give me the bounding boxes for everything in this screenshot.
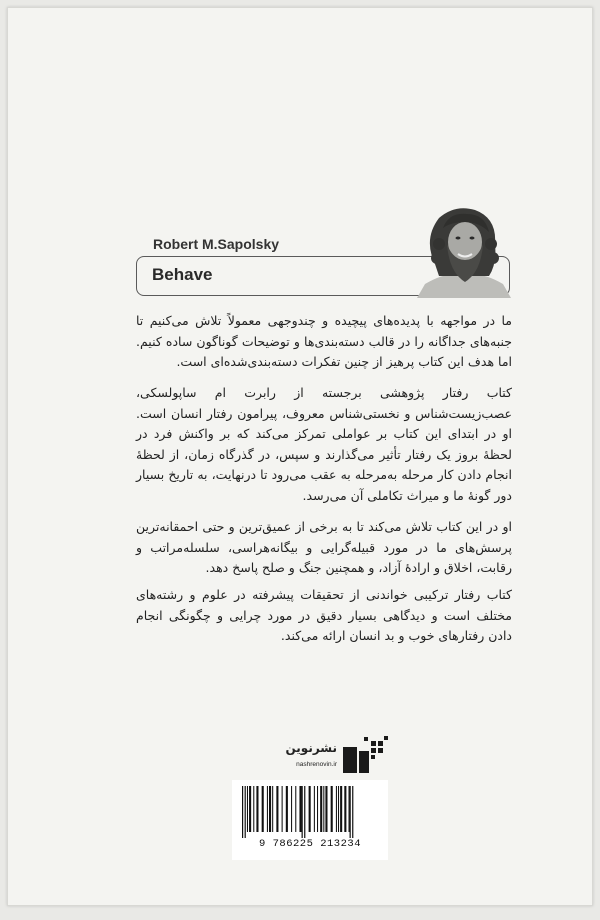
blurb-paragraph-4: کتاب رفتار ترکیبی خواندنی از تحقیقات پیشرفته در علوم و رشته‌های مختلف است و دیدگاهی بسیار دقیق در مورد چرایی و چگونگی انجام دادن رفتارهای خوب و بد انسان ارائه می‌کند. [136,587,512,643]
barcode-bar [286,786,288,832]
blurb-paragraph-2: کتاب رفتار پژوهشی برجسته از رابرت ام ساپولسکی، عصب‌زیست‌شناس و نخستی‌شناس معروف، پیرامون رفتار انسان است. او در ابتدای این کتاب بر عواملی تمرکز می‌کند که بر واکنش فرد در لحظهٔ بروز یک رفتار تأثیر می‌گذارند و سپس، در گذرگاه زمان، از لحظهٔ انجام دادن کار مرحله به‌مرحله به عقب می‌رود تا درنهایت، به تاریخ بسیار دور گونهٔ ما و میراث تکاملی آن می‌رسد. [136,385,512,503]
barcode-bar [349,786,350,832]
barcode-bar [323,786,324,832]
barcode-bar [247,786,248,832]
book-title: Behave [152,265,213,284]
author-photo [415,204,511,298]
barcode-guard-bar [350,786,351,838]
barcode-bar [331,786,333,832]
barcode-bar [336,786,337,832]
barcode-bar [256,786,258,832]
barcode-bar [282,786,283,832]
book-logo-icon [341,735,389,775]
barcode-bar [262,786,264,832]
barcode-bar [344,786,346,832]
barcode-bar [338,786,339,832]
barcode-bar [314,786,315,832]
barcode-bar [291,786,292,832]
barcode-guard-bar [242,786,243,838]
barcode-bar [299,786,301,832]
author-name: Robert M.Sapolsky [153,236,280,252]
blurb-paragraph-1: ما در مواجهه با پدیده‌های پیچیده و چندوجهی معمولاً تلاش می‌کنیم تا جنبه‌های جداگانه را در قالب دسته‌بندی‌ها و توضیحات گوناگون ساده کنیم. اما هدف این کتاب پرهیز از چنین تفکرات دسته‌بندی‌شده‌ای است. [136,313,512,369]
barcode-bar [276,786,278,832]
barcode-bar [267,786,268,832]
barcode-guard-bar [304,786,305,838]
isbn-barcode [240,786,380,838]
publisher-url: nashrenovin.ir [296,761,337,768]
barcode-bar [253,786,254,832]
isbn-number: 9 786225 213234 [258,838,361,850]
barcode-bar [309,786,311,832]
barcode-guard-bar [245,786,246,838]
barcode-bar [320,786,322,832]
barcode-bar [269,786,271,832]
book-back-cover [7,7,593,906]
barcode-guard-bar [352,786,353,838]
publisher-name: نشرنوین [285,741,337,755]
publisher-logo [269,733,391,777]
barcode-bar [272,786,273,832]
barcode-bar [340,786,342,832]
barcode-bar [295,786,296,832]
blurb-paragraph-3: او در این کتاب تلاش می‌کند تا به برخی از عمیق‌ترین و حتی احمقانه‌ترین پرسش‌های ما در مورد قبیله‌گرایی و بیگانه‌هراسی، سلسله‌مراتب و رقابت، اخلاق و ارادهٔ آزاد، و همچنین جنگ و صلح پاسخ دهد. [136,519,512,575]
barcode-bar [249,786,251,832]
barcode-panel [232,780,388,860]
barcode-bar [317,786,318,832]
barcode-guard-bar [302,786,303,838]
barcode-bar [325,786,327,832]
